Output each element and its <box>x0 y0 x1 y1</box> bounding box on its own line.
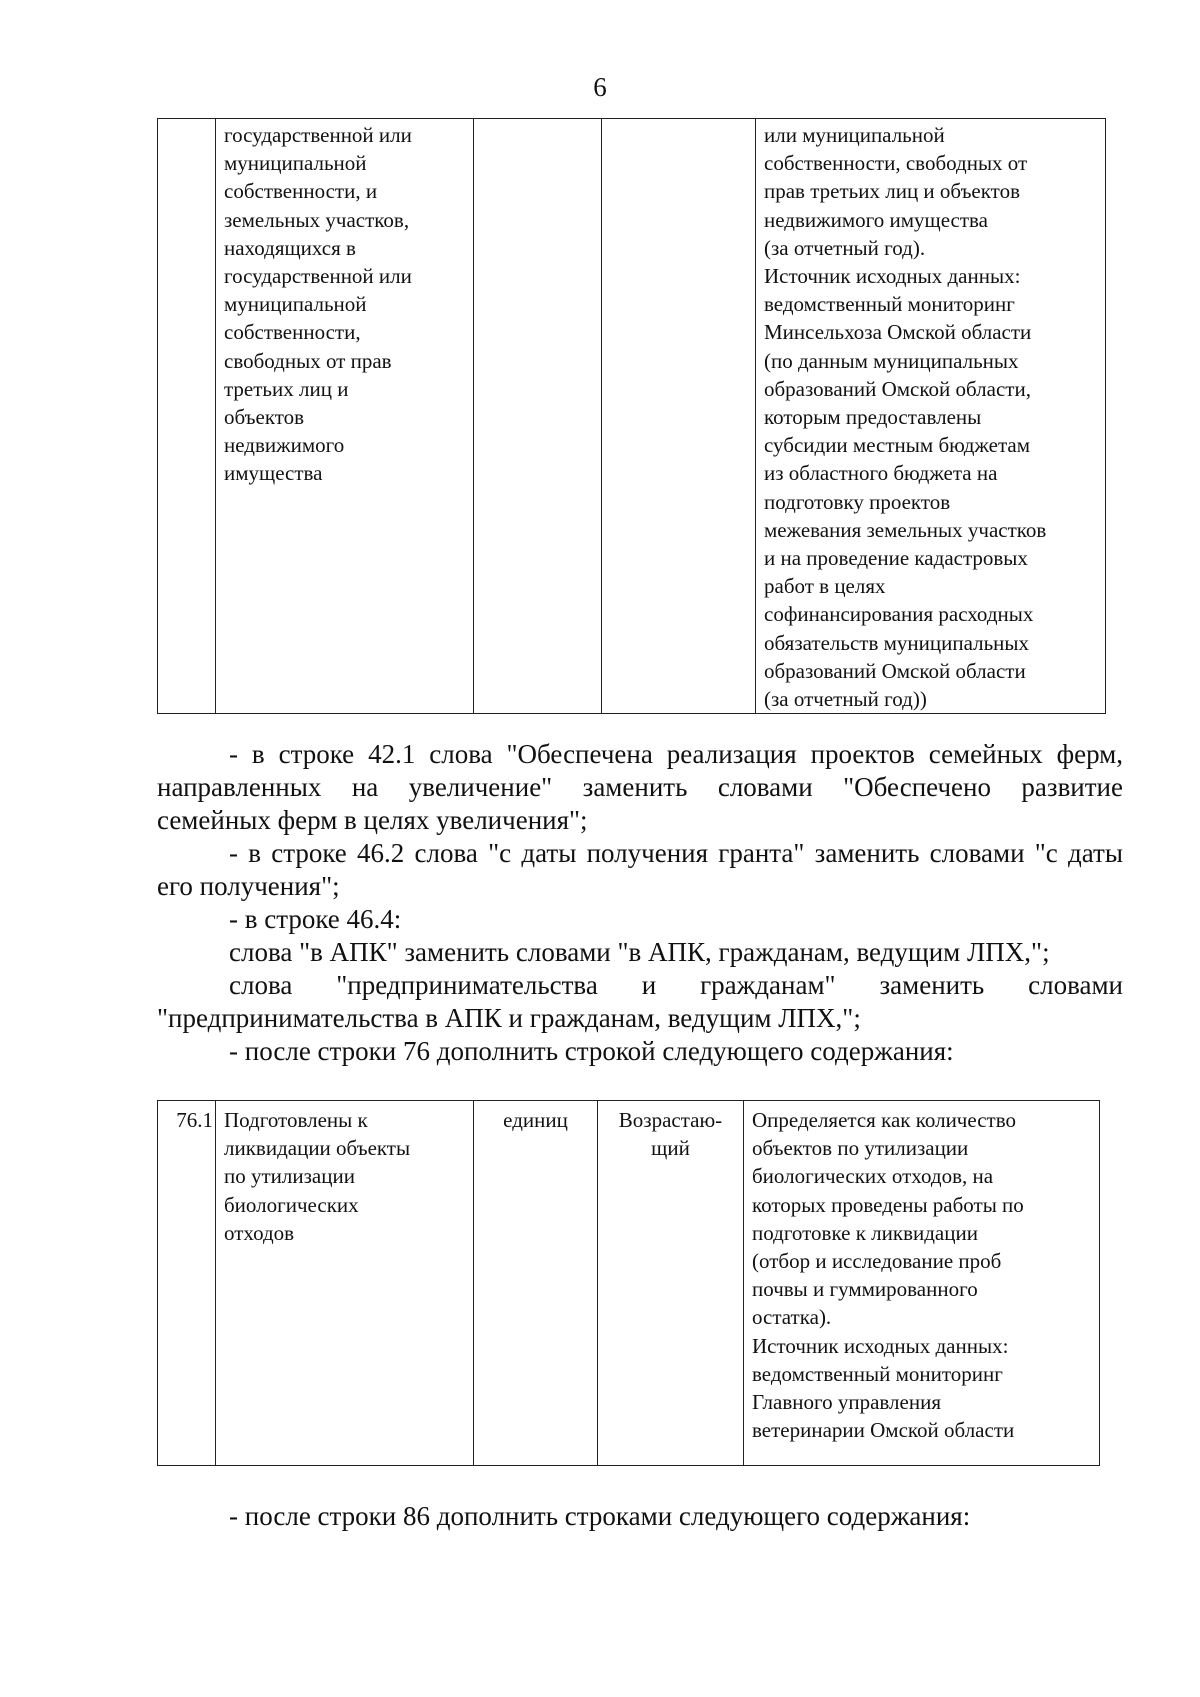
cell-text-line: (за отчетный год)) <box>764 687 927 712</box>
unit-cell <box>474 119 602 714</box>
number-cell <box>158 119 216 714</box>
cell-text-line: ведомственный мониторинг <box>764 292 1015 317</box>
cell-text-line: ликвидации объекты <box>224 1136 411 1161</box>
cell-text-line: остатка). <box>752 1305 832 1330</box>
cell-text-line: межевания земельных участков <box>764 517 1047 542</box>
cell-text-line: Подготовлены к <box>224 1108 368 1132</box>
cell-text-line: муниципальной <box>224 292 367 317</box>
description-cell <box>756 119 1106 714</box>
cell-text-line: находящихся в <box>224 235 356 260</box>
paragraph-line: направленных на увеличение" заменить словами "Обеспечено развитие <box>157 772 1123 802</box>
cell-text-line: которым предоставлены <box>764 405 982 430</box>
cell-text-line: Главного управления <box>752 1390 941 1415</box>
cell-text-line: или муниципальной <box>764 123 945 147</box>
cell-text-line: образований Омской области, <box>764 376 1031 401</box>
cell-text-line: имущества <box>224 461 323 486</box>
paragraph-line: семейных ферм в целях увеличения"; <box>157 805 588 835</box>
cell-text-line: Минсельхоза Омской области <box>764 320 1032 345</box>
cell-text-line: щий <box>651 1136 690 1161</box>
cell-text-line: обязательств муниципальных <box>764 630 1030 655</box>
cell-text-line: (по данным муниципальных <box>764 348 1019 373</box>
cell-text-line: образований Омской области <box>764 658 1026 683</box>
unit-cell: единиц <box>474 1101 598 1466</box>
description-cell <box>744 1101 1100 1466</box>
cell-text-line: по утилизации <box>224 1164 355 1189</box>
cell-text-line: собственности, свободных от <box>764 151 1028 176</box>
paragraph-line: "предпринимательства в АПК и гражданам, ведущим ЛПХ,"; <box>157 1003 861 1033</box>
paragraph-line: - в строке 46.2 слова "с даты получения гранта" заменить словами "с даты <box>229 838 1123 868</box>
cell-text-line: и на проведение кадастровых <box>764 546 1028 571</box>
indicator-name-cell <box>216 119 474 714</box>
cell-text-line: софинансирования расходных <box>764 602 1034 627</box>
cell-text-line: Источник исходных данных: <box>752 1333 1009 1358</box>
cell-text-line: Возрастаю- <box>618 1108 723 1132</box>
cell-text-line: третьих лиц и <box>224 376 349 401</box>
amendment-text-block-final <box>157 1500 1123 1533</box>
type-cell <box>598 1101 744 1466</box>
paragraph-line: - после строки 76 дополнить строкой следующего содержания: <box>229 1036 954 1066</box>
indicator-table-continuation <box>157 118 1106 714</box>
paragraph-line: - в строке 46.4: <box>229 904 402 934</box>
table-row <box>158 1101 1100 1466</box>
cell-text-line: земельных участков, <box>224 207 410 232</box>
paragraph-line: - после строки 86 дополнить строками следующего содержания: <box>229 1501 971 1531</box>
cell-text-line: Источник исходных данных: <box>764 264 1021 289</box>
cell-text-line: объектов по утилизации <box>752 1136 969 1161</box>
cell-text-line: ветеринарии Омской области <box>752 1418 1015 1443</box>
type-cell <box>602 119 756 714</box>
paragraph-line: слова "в АПК" заменить словами "в АПК, гражданам, ведущим ЛПХ,"; <box>229 937 1050 967</box>
cell-text-line: прав третьих лиц и объектов <box>764 179 1020 204</box>
cell-text-line: (за отчетный год). <box>764 235 926 260</box>
cell-text-line: объектов <box>224 405 305 430</box>
amendment-text-block <box>157 738 1123 1068</box>
page-number: 6 <box>593 72 607 102</box>
cell-text-line: которых проведены работы по <box>752 1192 1024 1217</box>
cell-text-line: субсидии местным бюджетам <box>764 433 1031 458</box>
table-row <box>158 119 1106 714</box>
cell-text-line: недвижимого имущества <box>764 207 988 232</box>
cell-text-line: недвижимого <box>224 433 345 458</box>
paragraph-line: его получения"; <box>157 871 340 901</box>
cell-text-line: подготовке к ликвидации <box>752 1220 978 1245</box>
cell-text-line: подготовку проектов <box>764 489 951 514</box>
row-number-cell: 76.1 <box>158 1101 216 1466</box>
paragraph-line: слова "предпринимательства и гражданам" заменить словами <box>229 970 1123 1000</box>
cell-text-line: собственности, <box>224 320 361 345</box>
cell-text-line: государственной или <box>224 264 412 289</box>
cell-text-line: биологических <box>224 1192 359 1217</box>
cell-text-line: Определяется как количество <box>752 1108 1016 1132</box>
cell-text-line: отходов <box>224 1220 295 1245</box>
cell-text-line: (отбор и исследование проб <box>752 1249 1002 1274</box>
cell-text-line: почвы и гуммированного <box>752 1277 978 1302</box>
cell-text-line: государственной или <box>224 123 412 147</box>
cell-text-line: ведомственный мониторинг <box>752 1361 1003 1386</box>
cell-text-line: свободных от прав <box>224 348 392 373</box>
cell-text-line: из областного бюджета на <box>764 461 998 486</box>
cell-text-line: работ в целях <box>764 574 886 599</box>
paragraph-line: - в строке 42.1 слова "Обеспечена реализация проектов семейных ферм, <box>229 739 1123 769</box>
cell-text-line: муниципальной <box>224 151 367 176</box>
new-row-table <box>157 1100 1100 1466</box>
indicator-name-cell <box>216 1101 474 1466</box>
cell-text-line: собственности, и <box>224 179 378 204</box>
cell-text-line: биологических отходов, на <box>752 1164 994 1189</box>
